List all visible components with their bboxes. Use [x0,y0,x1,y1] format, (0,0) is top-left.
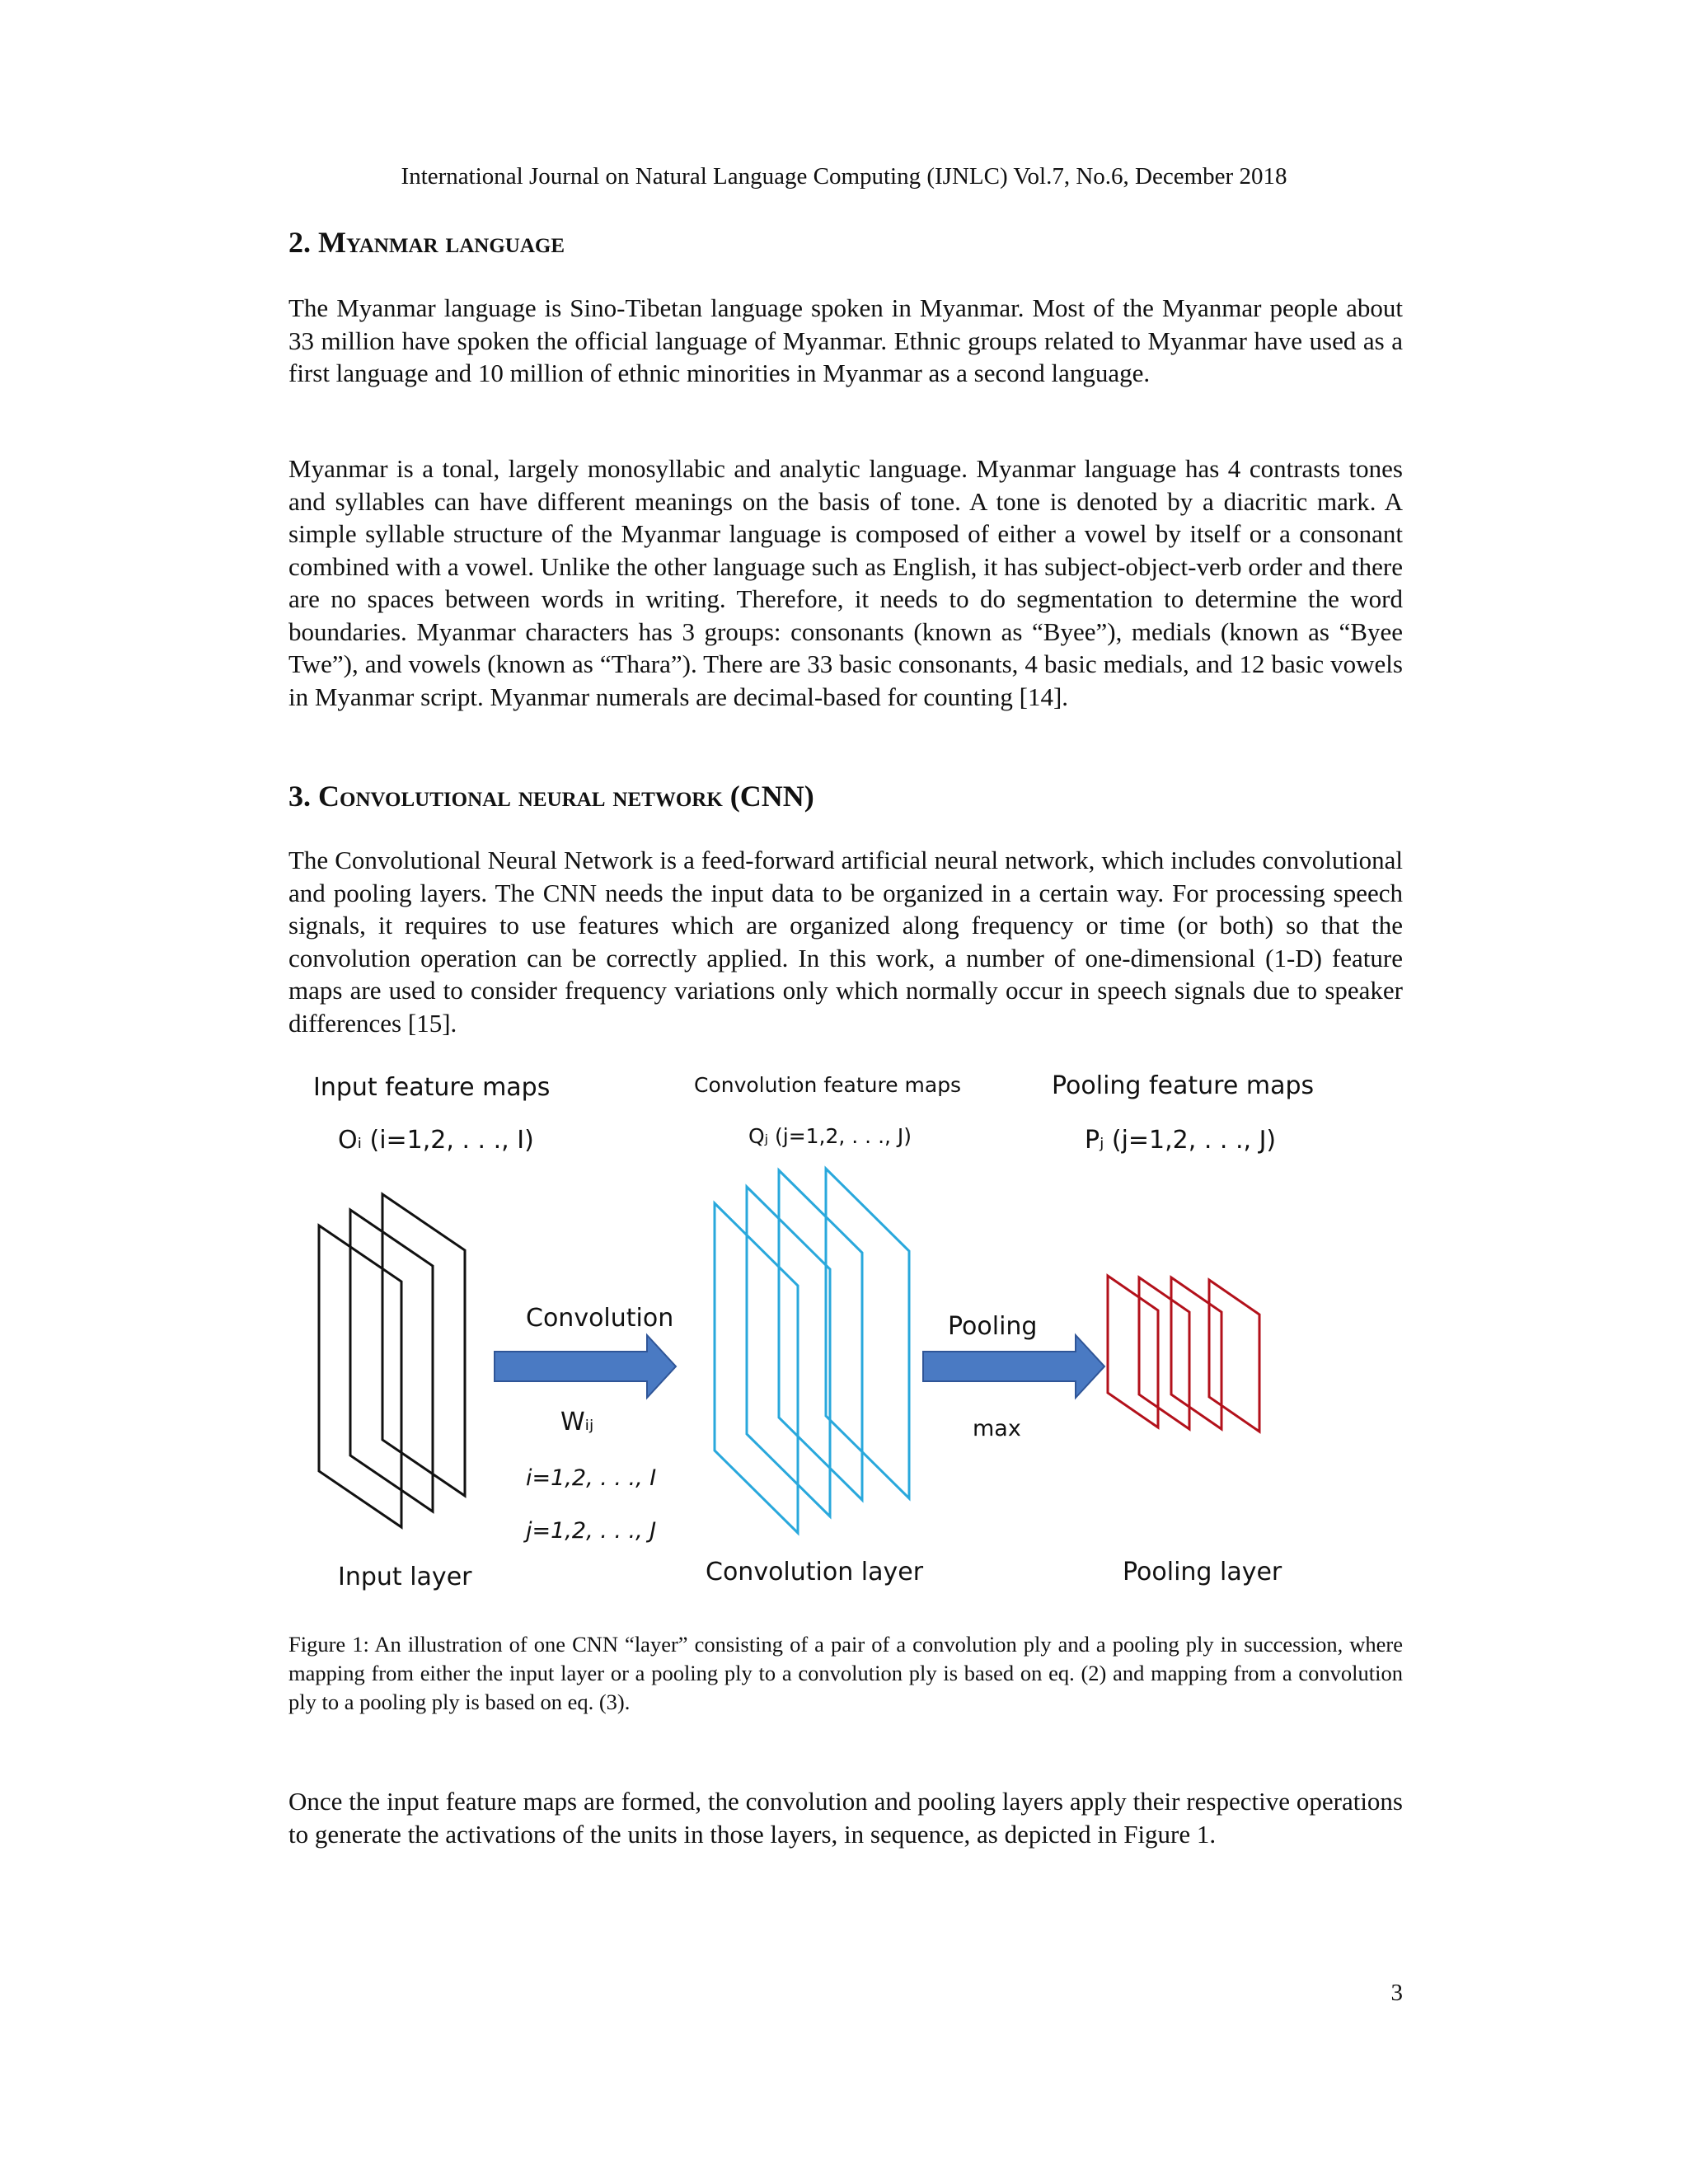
conv-map-4 [826,1169,909,1498]
j-range-label: j=1,2, . . ., J [526,1518,657,1544]
pool-map-4 [1209,1280,1259,1432]
convolution-feature-maps-index: Qⱼ (j=1,2, . . ., J) [748,1124,912,1148]
pool-map-1 [1108,1276,1158,1427]
weight-label: Wᵢⱼ [560,1408,594,1436]
input-layer-label: Input layer [338,1563,472,1591]
convolution-feature-maps [715,1169,909,1533]
convolution-arrow-label: Convolution [526,1304,674,1333]
pool-map-3 [1171,1277,1221,1429]
figure-1-caption: Figure 1: An illustration of one CNN “layer” consisting of a pair of a convolution ply and a pooling ply in succession, where mapping from either the input layer or a pooling ply to a convolution ply is based on eq. (2) and mapping from a convolution ply to a pooling ply is based on eq. (3). [288,1632,1403,1714]
section-2-paragraph-2: Myanmar is a tonal, largely monosyllabic and analytic language. Myanmar language has 4 contrasts tones and syllables can have different meanings on the basis of tone. A tone is denoted by a diacritic mark. A simple syllable structure of the Myanmar language is composed of either a vowel by itself or a consonant combined with a vowel. Unlike the other language such as English, it has subject-object-verb order and there are no spaces between words in writing. Therefore, it needs to do segmentation to determine the word boundaries. Myanmar characters has 3 groups: consonants (known as “Byee”), medials (known as “Byee Twe”), and vowels (known as “Thara”). There are 33 basic consonants, 4 basic medials, and 12 basic vowels in Myanmar script. Myanmar numerals are decimal-based for counting [14]. [288,454,1403,711]
conv-map-1 [715,1203,798,1533]
pooling-feature-maps-index: Pⱼ (j=1,2, . . ., J) [1085,1126,1277,1155]
input-feature-maps [319,1194,465,1527]
section-2-heading: 2. Myanmar language [288,226,565,259]
convolution-arrow [495,1335,676,1398]
section-3-paragraph-1: The Convolutional Neural Network is a feed-forward artificial neural network, which includes convolutional and pooling layers. The CNN needs the input data to be organized in a certain way. For processing speech signals, it requires to use features which are organized along frequency or time (or both) so that the convolution operation can be correctly applied. In this work, a number of one-dimensional (1-D) feature maps are used to consider frequency variations only which normally occur in speech signals due to speaker differences [15]. [288,846,1403,1038]
conv-map-2 [747,1187,830,1516]
pooling-feature-maps [1108,1276,1259,1432]
pool-map-2 [1139,1277,1189,1429]
conv-map-3 [779,1170,862,1500]
input-feature-maps-title: Input feature maps [313,1073,551,1102]
section-3-heading: 3. Convolutional neural network (CNN) [288,780,814,813]
input-feature-maps-index: Oᵢ (i=1,2, . . ., I) [338,1126,534,1155]
max-label: max [973,1416,1021,1441]
convolution-feature-maps-title: Convolution feature maps [694,1073,962,1097]
convolution-layer-label: Convolution layer [706,1558,924,1586]
page-number: 3 [1390,1980,1403,2006]
running-header: International Journal on Natural Language Computing (IJNLC) Vol.7, No.6, December 2018 [401,163,1287,190]
i-range-label: i=1,2, . . ., I [526,1465,657,1491]
closing-paragraph: Once the input feature maps are formed, the convolution and pooling layers apply their respective operations to generate the activations of the units in those layers, in sequence, as depicted in Figure 1. [288,1787,1403,1849]
pooling-feature-maps-title: Pooling feature maps [1052,1071,1315,1100]
pooling-arrow-label: Pooling [948,1312,1038,1341]
section-2-paragraph-1: The Myanmar language is Sino-Tibetan language spoken in Myanmar. Most of the Myanmar people about 33 million have spoken the official language of Myanmar. Ethnic groups related to Myanmar have used as a first language and 10 million of ethnic minorities in Myanmar as a second language. [288,293,1403,387]
pooling-layer-label: Pooling layer [1123,1558,1282,1586]
pooling-arrow [923,1335,1104,1398]
